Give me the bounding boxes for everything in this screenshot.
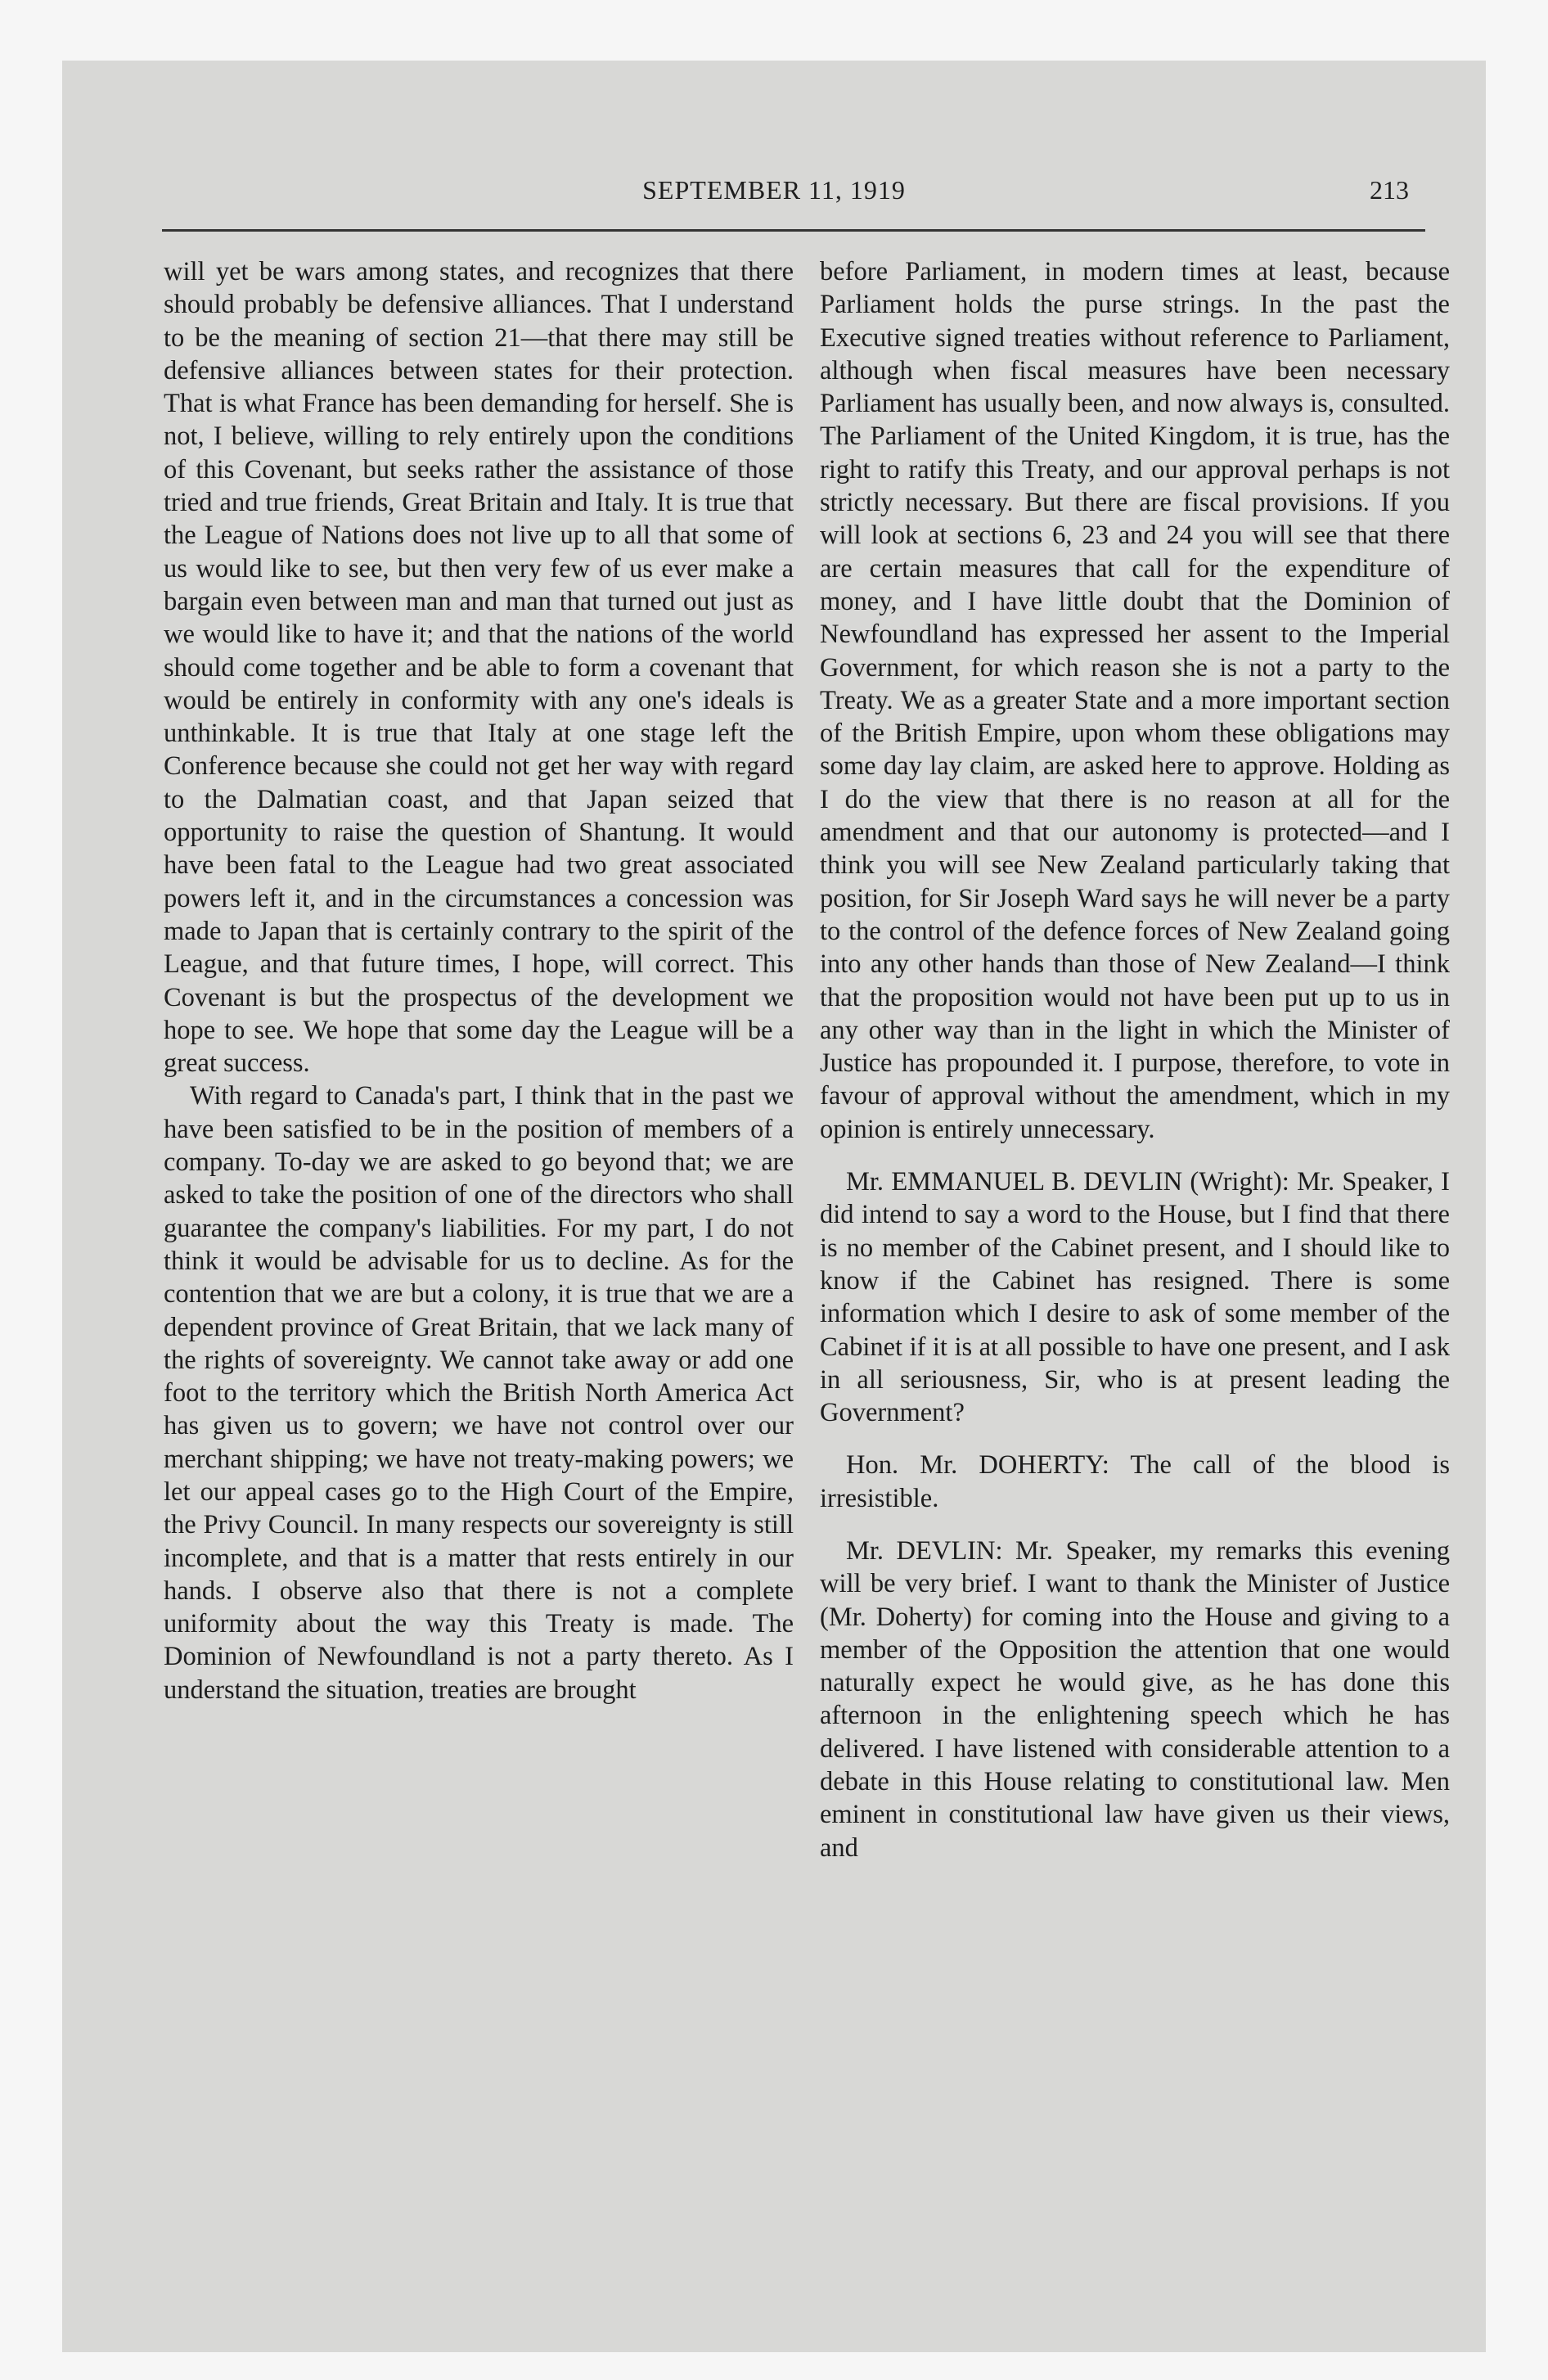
paragraph: With regard to Canada's part, I think that in the past we have been satisfied to be in the position of members of a company. To-day we are asked to go beyond that; we are asked to take the position of one of the directors who shall guarantee the company's liabilities. For my part, I do not think it would be advisable for us to decline. As for the contention that we are but a colony, it is true that we are a dependent province of Great Britain, that we lack many of the rights of sovereignty. We cannot take away or add one foot to the territory which the British North America Act has given us to govern; we have not control over our merchant shipping; we have not treaty-making powers; we let our appeal cases go to the High Court of the Empire, the Privy Council. In many respects our sovereignty is still incomplete, and that is a matter that rests entirely in our hands. I observe also that there is not a complete uniformity about the way this Treaty is made. The Dominion of Newfoundland is not a party thereto. As I understand the situation, treaties are brought: [164, 1081, 794, 1705]
paragraph: before Parliament, in modern times at least, because Parliament holds the purse strings. In the past the Executive signed treaties without reference to Parliament, although when fiscal measures have been necessary Parliament has usually been, and now always is, consulted. The Parliament of the United Kingdom, it is true, has the right to ratify this Treaty, and our approval perhaps is not strictly necessary. But there are fiscal provisions. If you will look at sections 6, 23 and 24 you will see that there are certain measures that call for the expenditure of money, and I have little doubt that the Dominion of Newfoundland has expressed her assent to the Imperial Government, for which reason she is not a party to the Treaty. We as a greater State and a more important section of the British Empire, upon whom these obligations may some day lay claim, are asked here to approve. Holding as I do the view that there is no reason at all for the amendment and that our autonomy is protected—and I think you will see New Zealand particularly taking that position, for Sir Joseph Ward says he will never be a party to the control of the defence forces of New Zealand going into any other hands than those of New Zealand—I think that the proposition would not have been put up to us in any other way than in the light in which the Minister of Justice has propounded it. I purpose, therefore, to vote in favour of approval without the amendment, which in my opinion is entirely unnecessary.: [820, 257, 1450, 1144]
paragraph: Mr. EMMANUEL B. DEVLIN (Wright): Mr. Speaker, I did intend to say a word to the House, but I find that there is no member of the Cabinet present, and I should like to know if the Cabinet has resigned. There is some information which I desire to ask of some member of the Cabinet if it is at all possible to have one present, and I ask in all seriousness, Sir, who is at present leading the Government?: [820, 1167, 1450, 1428]
paragraph: Hon. Mr. DOHERTY: The call of the blood is irresistible.: [820, 1450, 1450, 1513]
paragraph: Mr. DEVLIN: Mr. Speaker, my remarks this evening will be very brief. I want to thank the Minister of Justice (Mr. Doherty) for coming into the House and giving to a member of the Opposition the attention that one would naturally expect he would give, as he has done this afternoon in the enlightening speech which he has delivered. I have listened with considerable attention to a debate in this House relating to constitutional law. Men eminent in constitutional law have given us their views, and: [820, 1535, 1450, 1863]
right-column: [820, 255, 1450, 2285]
page-number: 213: [1370, 175, 1409, 205]
header-rule: [162, 229, 1425, 232]
header-date: SEPTEMBER 11, 1919: [642, 175, 906, 205]
scanned-page: [62, 61, 1486, 2352]
running-header: [62, 175, 1486, 216]
left-column: [164, 255, 794, 2285]
paragraph: will yet be wars among states, and recognizes that there should probably be defensive alliances. That I understand to be the meaning of section 21—that there may still be defensive alliances between states for their protection. That is what France has been demanding for herself. She is not, I believe, willing to rely entirely upon the conditions of this Covenant, but seeks rather the assistance of those tried and true friends, Great Britain and Italy. It is true that the League of Nations does not live up to all that some of us would like to see, but then very few of us ever make a bargain even between man and man that turned out just as we would like to have it; and that the nations of the world should come together and be able to form a covenant that would be entirely in conformity with any one's ideals is unthinkable. It is true that Italy at one stage left the Conference because she could not get her way with regard to the Dalmatian coast, and that Japan seized that opportunity to raise the question of Shantung. It would have been fatal to the League had two great associated powers left it, and in the circumstances a concession was made to Japan that is certainly contrary to the spirit of the League, and that future times, I hope, will correct. This Covenant is but the prospectus of the development we hope to see. We hope that some day the League will be a great success.: [164, 257, 794, 1079]
